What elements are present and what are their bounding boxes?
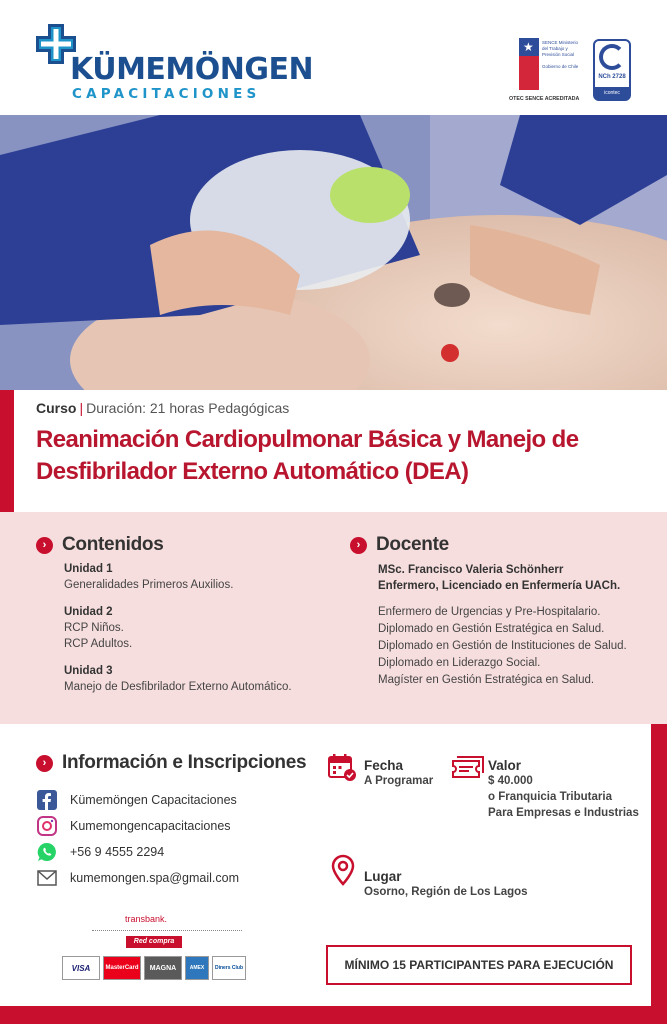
- left-accent-bar: [0, 390, 14, 512]
- calendar-icon: [327, 752, 357, 782]
- lugar-block: [364, 869, 528, 900]
- course-separator: |: [79, 400, 84, 416]
- nch-certification-badge: [593, 39, 631, 101]
- credential-item: Diplomado en Liderazgo Social.: [378, 657, 541, 669]
- diners-logo: Diners Club: [212, 956, 246, 980]
- docente-credentials: [378, 604, 627, 689]
- whatsapp-contact[interactable]: [36, 841, 164, 863]
- chevron-right-icon: ›: [36, 755, 53, 772]
- whatsapp-number: +56 9 4555 2294: [70, 845, 165, 859]
- email-contact[interactable]: [36, 867, 239, 889]
- brand-name: KÜMEMÖNGEN: [70, 52, 314, 87]
- valor-label: Valor: [488, 758, 522, 773]
- info-heading: › Información e Inscripciones: [36, 752, 306, 774]
- unit-1: Unidad 1 Generalidades Primeros Auxilios.: [64, 563, 234, 591]
- cpr-illustration: [0, 115, 667, 390]
- right-accent-bar: [651, 724, 667, 1024]
- unit-2: Unidad 2 RCP Niños. RCP Adultos.: [64, 606, 133, 650]
- header: [0, 0, 667, 115]
- facebook-contact[interactable]: [36, 789, 237, 811]
- instagram-icon: [36, 815, 58, 837]
- magna-logo: MAGNA: [144, 956, 182, 980]
- redcompra-logo: Red compra: [126, 936, 182, 948]
- transbank-logo: transbank.: [125, 914, 168, 924]
- whatsapp-icon: [36, 841, 58, 863]
- course-label: Curso: [36, 400, 77, 416]
- cpr-training-photo: [0, 115, 667, 390]
- valor-line: Para Empresas e Industrias: [488, 807, 639, 819]
- instagram-contact[interactable]: [36, 815, 231, 837]
- facebook-handle: Kümemöngen Capacitaciones: [70, 793, 237, 807]
- dotted-divider: [92, 930, 242, 931]
- contenidos-heading: › Contenidos: [36, 534, 164, 556]
- card-logos: [62, 956, 246, 980]
- ticket-icon: [451, 755, 485, 781]
- certification-icon: [599, 44, 625, 70]
- lugar-value: Osorno, Región de Los Lagos: [364, 886, 528, 898]
- payment-methods: [62, 914, 246, 980]
- valor-line: o Franquicia Tributaria: [488, 791, 612, 803]
- sence-caption: OTEC SENCE ACREDITADA: [509, 96, 580, 102]
- sence-badge: [509, 38, 583, 108]
- course-title: Reanimación Cardiopulmonar Básica y Manejo de Desfibrilador Externo Automático (DEA): [36, 426, 579, 485]
- instagram-handle: Kumemongencapacitaciones: [70, 819, 231, 833]
- visa-logo: VISA: [62, 956, 100, 980]
- valor-block: [488, 758, 639, 821]
- amex-logo: AMEX: [185, 956, 209, 980]
- location-pin-icon: [331, 854, 355, 886]
- nch-footer: icontec: [595, 87, 629, 99]
- email-address: kumemongen.spa@gmail.com: [70, 871, 240, 885]
- lugar-label: Lugar: [364, 869, 402, 884]
- fecha-label: Fecha: [364, 758, 404, 773]
- credential-item: Magíster en Gestión Estratégica en Salud.: [378, 674, 595, 686]
- credential-item: Enfermero de Urgencias y Pre-Hospitalario.: [378, 606, 601, 618]
- minimum-participants-notice: MÍNIMO 15 PARTICIPANTES PARA EJECUCIÓN: [326, 945, 632, 985]
- course-meta: [36, 400, 289, 416]
- valor-line: $ 40.000: [488, 775, 533, 787]
- course-duration: Duración: 21 horas Pedagógicas: [86, 400, 290, 416]
- docente-name: MSc. Francisco Valeria Schönherr Enfermero, Licenciado en Enfermería UACh.: [378, 564, 621, 592]
- chevron-right-icon: ›: [36, 537, 53, 554]
- fecha-block: [364, 758, 433, 789]
- chile-flag-icon: ★: [519, 38, 539, 90]
- credential-item: Diplomado en Gestión de Instituciones de Salud.: [378, 640, 627, 652]
- docente-heading: › Docente: [350, 534, 449, 556]
- envelope-icon: [36, 867, 58, 889]
- mastercard-logo: MasterCard: [103, 956, 141, 980]
- nch-code: NCh 2728: [598, 74, 626, 80]
- chevron-right-icon: ›: [350, 537, 367, 554]
- unit-3: Unidad 3 Manejo de Desfibrilador Externo Automático.: [64, 665, 292, 693]
- credential-item: Diplomado en Gestión Estratégica en Salud.: [378, 623, 605, 635]
- fecha-value: A Programar: [364, 775, 434, 787]
- brand-subtitle: CAPACITACIONES: [72, 86, 261, 102]
- facebook-icon: [36, 789, 58, 811]
- bottom-accent-bar: [0, 1006, 667, 1024]
- sence-text: SENCE Ministerio del Trabajo y Previsión Social Gobierno de Chile: [542, 40, 579, 69]
